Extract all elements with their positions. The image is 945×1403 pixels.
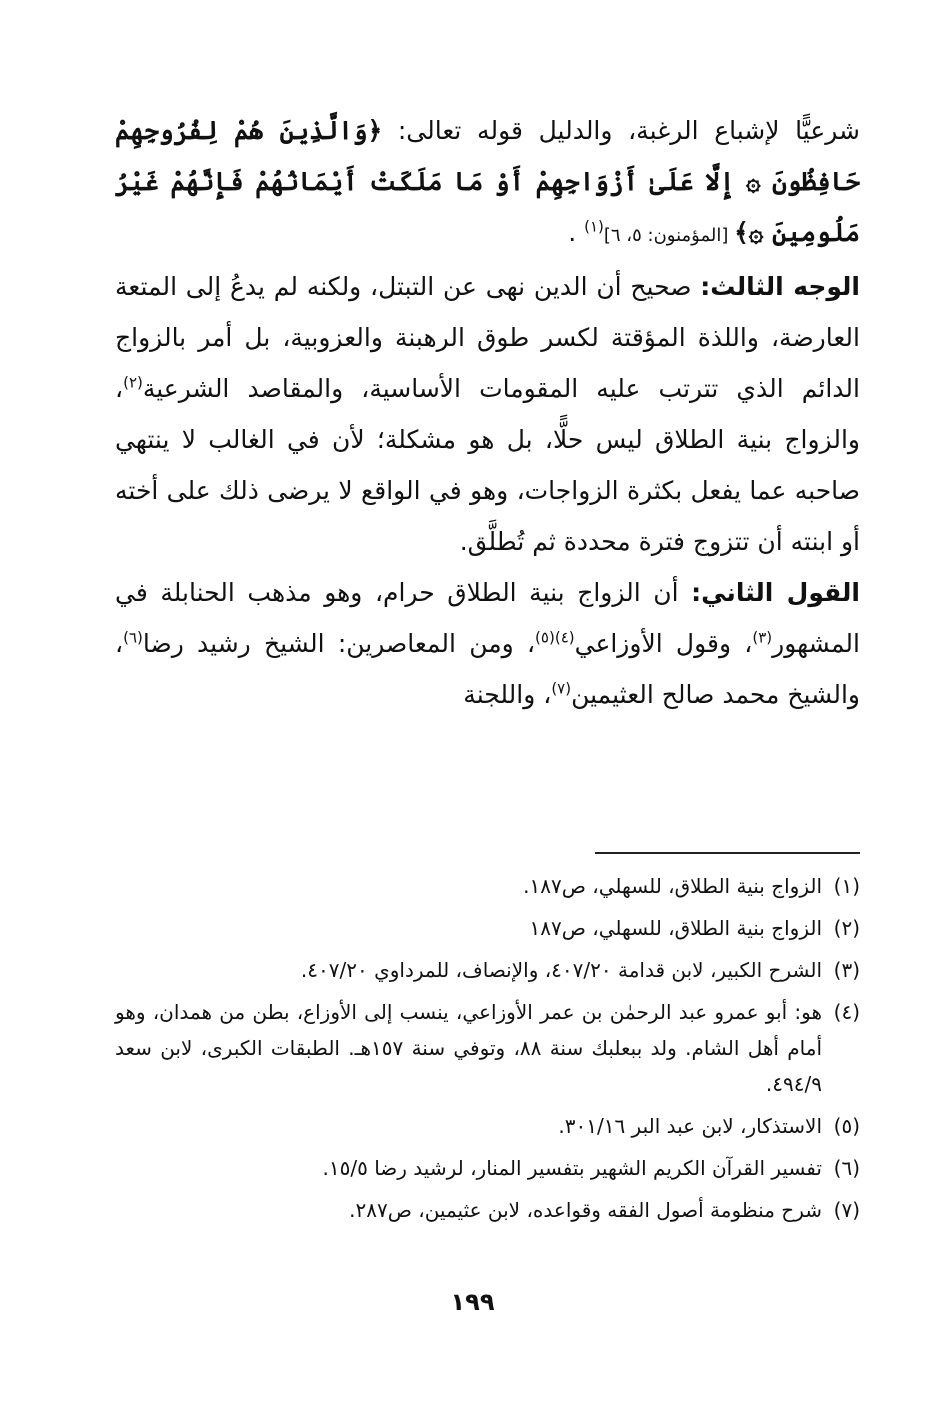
- footnote-marker-2[interactable]: (٢): [123, 373, 143, 392]
- footnotes: [115, 868, 860, 1234]
- paragraph-2-text-a: صحيح أن الدين نهى عن التبتل، ولكنه لم يدعُ إلى المتعة العارضة، واللذة المؤقتة لكسر طوق الرهبنة والعزوبية، بل أمر بالزواج الدائم الذي تترتب عليه المقومات الأساسية، والمقاصد الشرعية: [115, 272, 860, 403]
- paragraph-2: [115, 261, 860, 567]
- section-heading-third-aspect: الوجه الثالث:: [700, 272, 860, 301]
- footnote-item: [115, 868, 860, 904]
- footnote-text: الزواج بنية الطلاق، للسهلي، ص١٨٧: [529, 916, 822, 940]
- footnote-number: (٣): [833, 958, 860, 982]
- footnote-number: (٧): [833, 1198, 860, 1222]
- page-number: ١٩٩: [450, 1288, 495, 1316]
- footnote-item: [115, 910, 860, 946]
- footnote-divider: [595, 852, 860, 854]
- footnote-marker-3[interactable]: (٣): [752, 628, 773, 647]
- footnote-number: (٦): [833, 1156, 860, 1180]
- footnote-number: (٥): [833, 1114, 860, 1138]
- footnote-text: الاستذكار، لابن عبد البر ٣٠١/١٦.: [558, 1114, 822, 1138]
- footnote-item: [115, 1150, 860, 1186]
- paragraph-1-end: .: [568, 218, 585, 247]
- paragraph-3-text-e: ، واللجنة: [463, 680, 552, 709]
- paragraph-1-text: شرعيًّا لإشباع الرغبة، والدليل قوله تعالى:: [382, 116, 860, 145]
- quran-verse: ﴿وَالَّذِينَ هُمْ لِفُرُوجِهِمْ حَافِظُونَ ۞ إِلَّا عَلَىٰ أَزْوَاجِهِمْ أَوْ مَا مَلَكَتْ أَيْمَانُهُمْ فَإِنَّهُمْ غَيْرُ مَلُومِينَ ۞﴾: [115, 116, 860, 247]
- footnote-text: الشرح الكبير، لابن قدامة ٤٠٧/٢٠، والإنصاف، للمرداوي ٤٠٧/٢٠.: [300, 958, 822, 982]
- paragraph-1: [115, 105, 860, 261]
- footnote-number: (٤): [833, 1000, 860, 1024]
- footnote-item: [115, 994, 860, 1102]
- footnote-text: شرح منظومة أصول الفقه وقواعده، لابن عثيمين، ص٢٨٧.: [349, 1198, 822, 1222]
- footnote-item: [115, 1192, 860, 1228]
- footnote-item: [115, 1108, 860, 1144]
- section-heading-second-opinion: القول الثاني:: [691, 578, 860, 607]
- footnote-marker-7[interactable]: (٧): [551, 679, 572, 698]
- footnote-number: (٢): [833, 916, 860, 940]
- footnote-marker-1[interactable]: (١): [584, 217, 604, 236]
- footnote-text: تفسير القرآن الكريم الشهير بتفسير المنار، لرشيد رضا ١٥/٥.: [322, 1156, 822, 1180]
- paragraph-2-text-b: ، والزواج بنية الطلاق ليس حلًّا، بل هو مشكلة؛ لأن في الغالب لا ينتهي صاحبه عما يفعل بكثرة الزواجات، وهو في الواقع لا يرضى ذلك على أخته أو ابنته أن تتزوج فترة محددة ثم تُطلَّق.: [115, 374, 860, 556]
- paragraph-3-text-c: ، ومن المعاصرين: الشيخ رشيد رضا: [142, 629, 536, 658]
- footnote-text: هو: أبو عمرو عبد الرحمٰن بن عمر الأوزاعي، ينسب إلى الأوزاع، بطن من همدان، وهو أمام أهل الشام. ولد ببعلبك سنة ٨٨، وتوفي سنة ١٥٧هـ. الطبقات الكبرى، لابن سعد ٤٩٤/٩.: [115, 1000, 822, 1096]
- verse-reference: [المؤمنون: ٥، ٦]: [603, 225, 735, 246]
- paragraph-3: [115, 567, 860, 720]
- main-text: [115, 105, 860, 720]
- paragraph-3-text-b: ، وقول الأوزاعي: [574, 629, 753, 658]
- footnote-marker-6[interactable]: (٦): [123, 628, 143, 647]
- footnote-number: (١): [833, 874, 860, 898]
- paragraph-3-text-a: أن الزواج بنية الطلاق حرام، وهو مذهب الحنابلة في المشهور: [115, 578, 860, 658]
- footnote-text: الزواج بنية الطلاق، للسهلي، ص١٨٧.: [523, 874, 822, 898]
- paragraph-3-text-d: ، والشيخ محمد صالح العثيمين: [115, 629, 860, 709]
- footnote-item: [115, 952, 860, 988]
- footnote-marker-4-5[interactable]: (٤)(٥): [535, 628, 575, 647]
